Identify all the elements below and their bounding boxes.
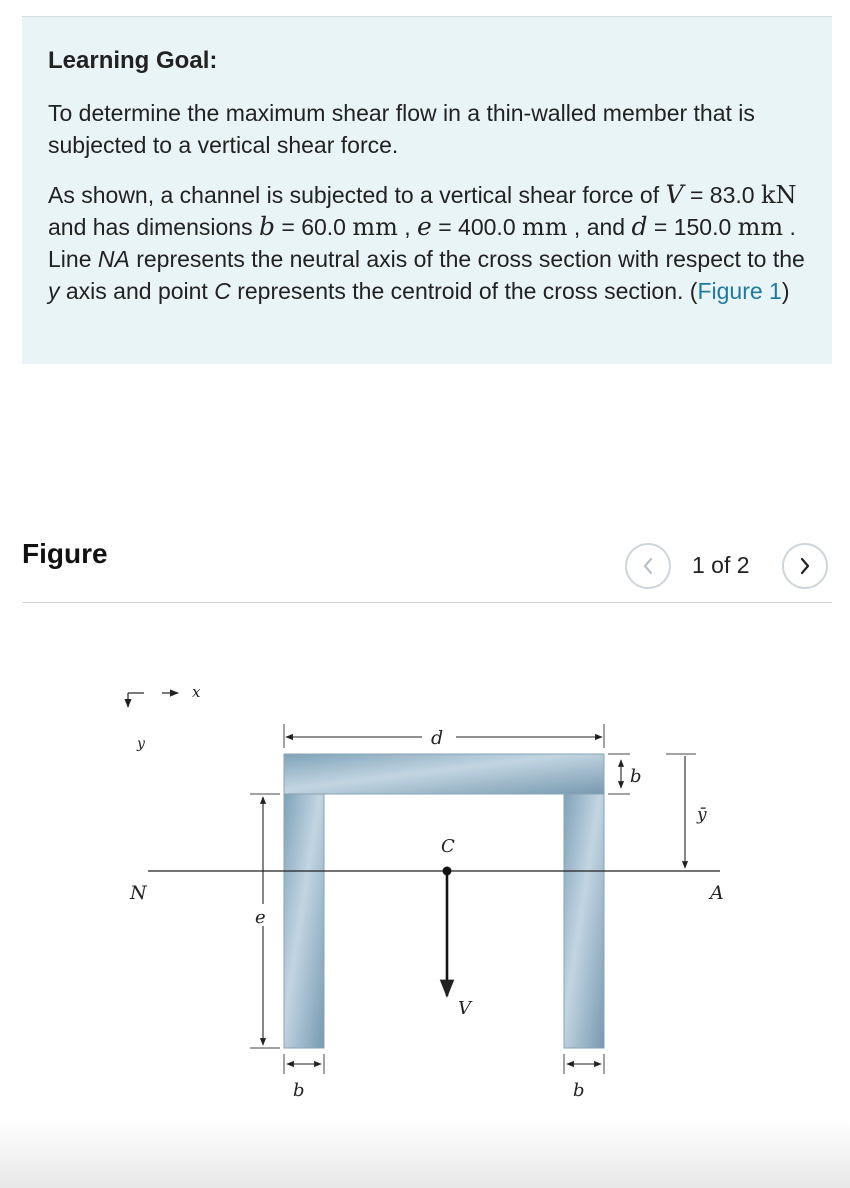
value: = 400.0 <box>431 214 523 240</box>
var-v: V <box>665 180 684 209</box>
text: As shown, a channel is subjected to a vertical shear force of <box>48 182 666 208</box>
unit-mm: mm <box>352 213 398 241</box>
var-b: b <box>258 212 275 241</box>
neutral-axis-name: NA <box>97 246 130 272</box>
text: axis and point <box>59 278 215 304</box>
text: , <box>397 214 418 240</box>
text: represents the neutral axis of the cross section with respect to the <box>129 246 805 272</box>
value: 83.0 <box>709 182 761 208</box>
text: . Line <box>48 214 796 272</box>
y-axis-label: y <box>137 736 145 752</box>
dimension-b-right <box>564 1054 604 1101</box>
channel-left-flange <box>284 794 324 1048</box>
bottom-fade <box>0 1120 850 1188</box>
var-d: d <box>631 212 648 241</box>
previous-figure-button[interactable] <box>625 543 671 589</box>
d-label: d <box>431 727 444 749</box>
unit-kn: kN <box>760 181 797 209</box>
text: = <box>683 182 710 208</box>
n-label: N <box>130 882 147 904</box>
text: represents the centroid of the cross section. ( <box>230 278 698 304</box>
figure-header <box>22 530 832 603</box>
text: , and <box>567 214 632 240</box>
learning-goal-panel <box>22 16 832 364</box>
learning-goal-title: Learning Goal: <box>48 47 218 74</box>
chevron-right-icon <box>798 556 812 576</box>
figure-1-link[interactable]: Figure 1 <box>697 278 782 304</box>
channel-cross-section-diagram <box>100 660 740 1120</box>
figure-pager-count: 1 of 2 <box>692 552 750 578</box>
text: ) <box>781 278 790 304</box>
dimension-e <box>250 794 280 1048</box>
problem-statement <box>48 179 818 307</box>
dimension-ybar <box>666 754 707 868</box>
unit-mm: mm <box>522 213 568 241</box>
dimension-b-top <box>608 754 642 794</box>
dimension-b-left <box>284 1054 324 1101</box>
channel-web <box>284 754 604 794</box>
channel-section <box>284 754 604 1048</box>
channel-right-flange <box>564 794 604 1048</box>
e-label: e <box>255 907 266 928</box>
x-axis-label: x <box>192 683 201 701</box>
axis-y-name: y <box>48 278 60 304</box>
coordinate-axes <box>128 683 201 752</box>
b-left-label: b <box>293 1080 305 1101</box>
unit-mm: mm <box>737 213 784 241</box>
c-label: C <box>441 836 455 857</box>
next-figure-button[interactable] <box>782 543 828 589</box>
value: = 60.0 <box>274 214 353 240</box>
centroid-name: C <box>214 278 231 304</box>
dimension-d <box>284 724 604 749</box>
b-top-label: b <box>630 766 642 787</box>
value: = 150.0 <box>647 214 738 240</box>
a-label: A <box>710 882 724 904</box>
figure-title: Figure <box>22 538 108 569</box>
neutral-axis <box>129 871 724 904</box>
centroid-point <box>443 867 452 876</box>
ybar-label: ȳ <box>697 805 707 825</box>
var-e: e <box>417 212 432 241</box>
learning-goal-intro: To determine the maximum shear flow in a thin-walled member that is subjected to a vertical shear force. <box>48 100 755 158</box>
text: and has dimensions <box>48 214 259 240</box>
centroid-and-shear <box>441 836 473 1019</box>
b-right-label: b <box>573 1080 585 1101</box>
chevron-left-icon <box>641 556 655 576</box>
v-label: V <box>458 998 471 1019</box>
